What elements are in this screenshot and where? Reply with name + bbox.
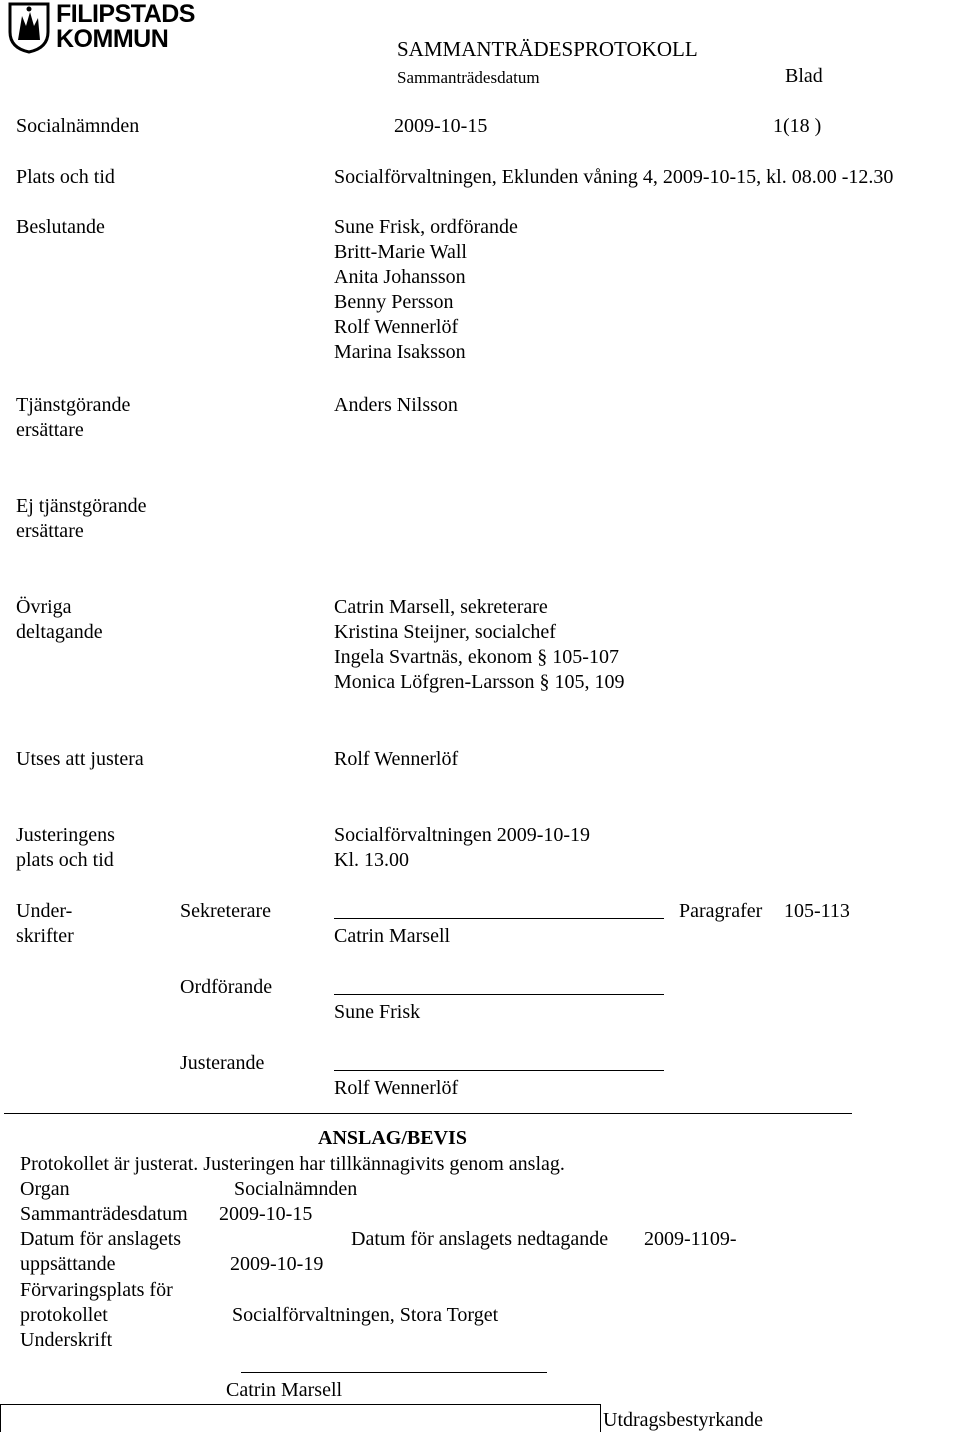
list-item: Kristina Steijner, socialchef xyxy=(334,621,556,643)
ej-tjanstgorande-label-line1: Ej tjänstgörande xyxy=(16,495,147,517)
beslutande-label: Beslutande xyxy=(16,216,105,238)
organ-value: Socialnämnden xyxy=(234,1178,358,1200)
municipal-coat-of-arms-icon xyxy=(8,2,50,54)
municipality-logo xyxy=(8,2,208,54)
logo-line-2: KOMMUN xyxy=(56,25,169,53)
underskrifter-label xyxy=(16,899,74,949)
place-time-label: Plats och tid xyxy=(16,166,115,188)
list-item: Benny Persson xyxy=(334,291,454,313)
tjanstgorande-label xyxy=(16,393,130,443)
document-title: SAMMANTRÄDESPROTOKOLL xyxy=(397,37,698,61)
beslutande-list xyxy=(334,215,518,365)
justeringens-value-line1: Socialförvaltningen 2009-10-19 xyxy=(334,824,591,846)
underskrifter-label-line1: Under- xyxy=(16,900,73,922)
list-item: Catrin Marsell, sekreterare xyxy=(334,596,548,618)
sekreterare-label: Sekreterare xyxy=(180,900,272,922)
justera-value: Rolf Wennerlöf xyxy=(334,748,459,770)
ej-tjanstgorande-label xyxy=(16,494,147,544)
underskrifter-label-line2: skrifter xyxy=(16,925,74,947)
meeting-date: 2009-10-15 xyxy=(394,115,488,137)
footer-frame-divider xyxy=(600,1404,601,1432)
list-item: Britt-Marie Wall xyxy=(334,241,467,263)
organ-label: Organ xyxy=(20,1178,70,1200)
ovriga-label xyxy=(16,595,103,645)
anslag-title: ANSLAG/BEVIS xyxy=(318,1127,467,1149)
section-divider xyxy=(4,1113,852,1114)
justerande-signature-line xyxy=(334,1070,664,1071)
sekreterare-name: Catrin Marsell xyxy=(334,925,451,947)
forvaring-label-line1: Förvaringsplats för xyxy=(20,1279,173,1301)
justeringens-label xyxy=(16,823,115,873)
meeting-body: Socialnämnden xyxy=(16,115,140,137)
uppsattande-value: 2009-10-19 xyxy=(230,1253,324,1275)
justeringens-label-line1: Justeringens xyxy=(16,824,115,846)
tjanstgorande-value: Anders Nilsson xyxy=(334,394,458,416)
anslag-statement: Protokollet är justerat. Justeringen har tillkännagivits genom anslag. xyxy=(20,1153,565,1175)
sekreterare-signature-line xyxy=(334,918,664,919)
forvaring-label-line2: protokollet xyxy=(20,1304,108,1326)
place-time-value: Socialförvaltningen, Eklunden våning 4, 2009-10-15, kl. 08.00 -12.30 xyxy=(334,166,894,188)
ordforande-signature-line xyxy=(334,994,664,995)
utdragsbestyrkande-label: Utdragsbestyrkande xyxy=(603,1409,763,1431)
page-number: 1(18 ) xyxy=(773,115,822,137)
ovriga-label-line1: Övriga xyxy=(16,596,72,618)
header-blad-label: Blad xyxy=(785,65,823,87)
justerande-name: Rolf Wennerlöf xyxy=(334,1077,459,1099)
logo-text xyxy=(56,2,195,52)
nedtagande-value: 2009-1109- xyxy=(644,1228,737,1250)
ej-tjanstgorande-label-line2: ersättare xyxy=(16,520,84,542)
logo-line-1: FILIPSTADS xyxy=(56,0,195,28)
footer-frame-left xyxy=(0,1404,1,1432)
justeringens-value xyxy=(334,823,590,873)
list-item: Monica Löfgren-Larsson § 105, 109 xyxy=(334,671,625,693)
underskrift-signature-line xyxy=(241,1372,547,1373)
underskrift-label: Underskrift xyxy=(20,1329,113,1351)
footer-frame-top xyxy=(0,1404,600,1405)
ordforande-name: Sune Frisk xyxy=(334,1001,421,1023)
uppsattande-label-line1: Datum för anslagets xyxy=(20,1228,182,1250)
uppsattande-label xyxy=(20,1227,181,1277)
tjanstgorande-label-line1: Tjänstgörande xyxy=(16,394,131,416)
justerande-label: Justerande xyxy=(180,1052,265,1074)
justeringens-label-line2: plats och tid xyxy=(16,849,114,871)
list-item: Marina Isaksson xyxy=(334,341,466,363)
list-item: Ingela Svartnäs, ekonom § 105-107 xyxy=(334,646,619,668)
tjanstgorande-label-line2: ersättare xyxy=(16,419,84,441)
forvaring-value: Socialförvaltningen, Stora Torget xyxy=(232,1304,499,1326)
list-item: Anita Johansson xyxy=(334,266,466,288)
ordforande-label: Ordförande xyxy=(180,976,273,998)
justeringens-value-line2: Kl. 13.00 xyxy=(334,849,409,871)
uppsattande-label-line2: uppsättande xyxy=(20,1253,116,1275)
list-item: Rolf Wennerlöf xyxy=(334,316,459,338)
ovriga-label-line2: deltagande xyxy=(16,621,103,643)
nedtagande-label: Datum för anslagets nedtagande xyxy=(351,1228,609,1250)
ovriga-list xyxy=(334,595,625,695)
sammantradesdatum-value: 2009-10-15 xyxy=(219,1203,313,1225)
list-item: Sune Frisk, ordförande xyxy=(334,216,518,238)
sammantradesdatum-label: Sammanträdesdatum xyxy=(20,1203,188,1225)
forvaring-label xyxy=(20,1278,173,1328)
paragrafer-value: 105-113 xyxy=(784,900,850,922)
justera-label: Utses att justera xyxy=(16,748,144,770)
paragrafer-label: Paragrafer xyxy=(679,900,763,922)
header-date-label: Sammanträdesdatum xyxy=(397,68,540,87)
underskrift-name: Catrin Marsell xyxy=(226,1379,343,1401)
